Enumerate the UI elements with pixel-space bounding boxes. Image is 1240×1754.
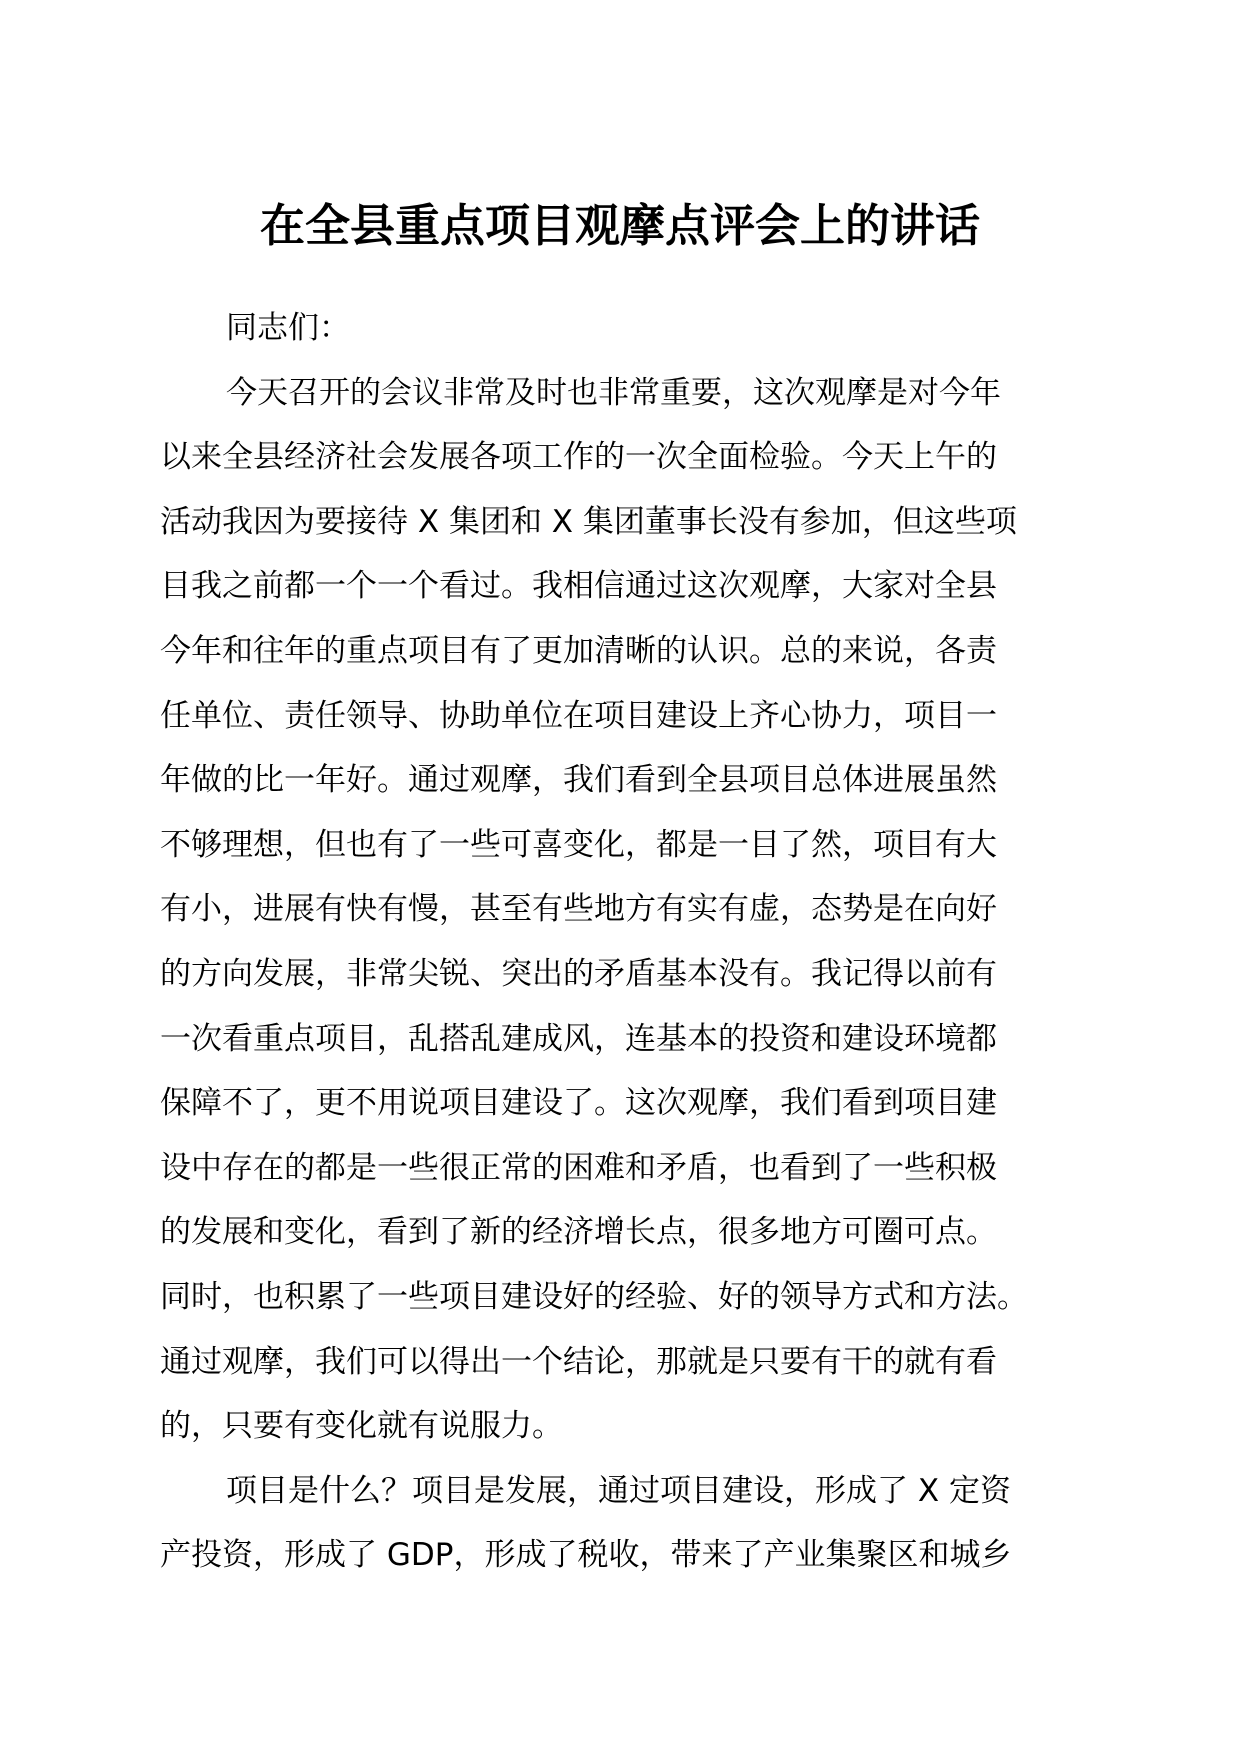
text-line: 目我之前都一个一个看过。我相信通过这次观摩，大家对全县 [160,568,997,605]
text-line: 通过观摩，我们可以得出一个结论，那就是只要有干的就有看 [160,1343,997,1380]
text-line: 以来全县经济社会发展各项工作的一次全面检验。今天上午的 [160,439,997,476]
text-line: 不够理想，但也有了一些可喜变化，都是一目了然，项目有大 [160,826,997,863]
text-line: 任单位、责任领导、协助单位在项目建设上齐心协力，项目一 [160,697,997,734]
text-line: 同时，也积累了一些项目建设好的经验、好的领导方式和方法。 [160,1278,1028,1315]
paragraph-2 [160,1459,1090,1588]
text-line: 的发展和变化，看到了新的经济增长点，很多地方可圈可点。 [160,1214,997,1251]
text-line: 年做的比一年好。通过观摩，我们看到全县项目总体进展虽然 [160,762,997,799]
text-line: 设中存在的都是一些很正常的困难和矛盾，也看到了一些积极 [160,1149,997,1186]
text-line: 一次看重点项目，乱搭乱建成风，连基本的投资和建设环境都 [160,1020,997,1057]
document-body [160,296,1090,1588]
text-line: 有小，进展有快有慢，甚至有些地方有实有虚，态势是在向好 [160,891,997,928]
paragraph-1 [160,361,1090,1459]
text-line: 产投资，形成了 GDP，形成了税收，带来了产业集聚区和城乡 [160,1537,1012,1574]
salutation: 同志们： [226,310,350,346]
text-line: 活动我因为要接待 X 集团和 X 集团董事长没有参加，但这些项 [160,503,1017,540]
text-line: 项目是什么？项目是发展，通过项目建设，形成了 X 定资 [226,1472,1011,1509]
text-line: 今年和往年的重点项目有了更加清晰的认识。总的来说，各责 [160,632,997,669]
text-line: 今天召开的会议非常及时也非常重要，这次观摩是对今年 [226,374,1001,411]
document-title: 在全县重点项目观摩点评会上的讲话 [259,199,980,252]
text-line: 保障不了，更不用说项目建设了。这次观摩，我们看到项目建 [160,1085,997,1122]
text-line: 的，只要有变化就有说服力。 [160,1408,563,1445]
text-line: 的方向发展，非常尖锐、突出的矛盾基本没有。我记得以前有 [160,955,997,992]
